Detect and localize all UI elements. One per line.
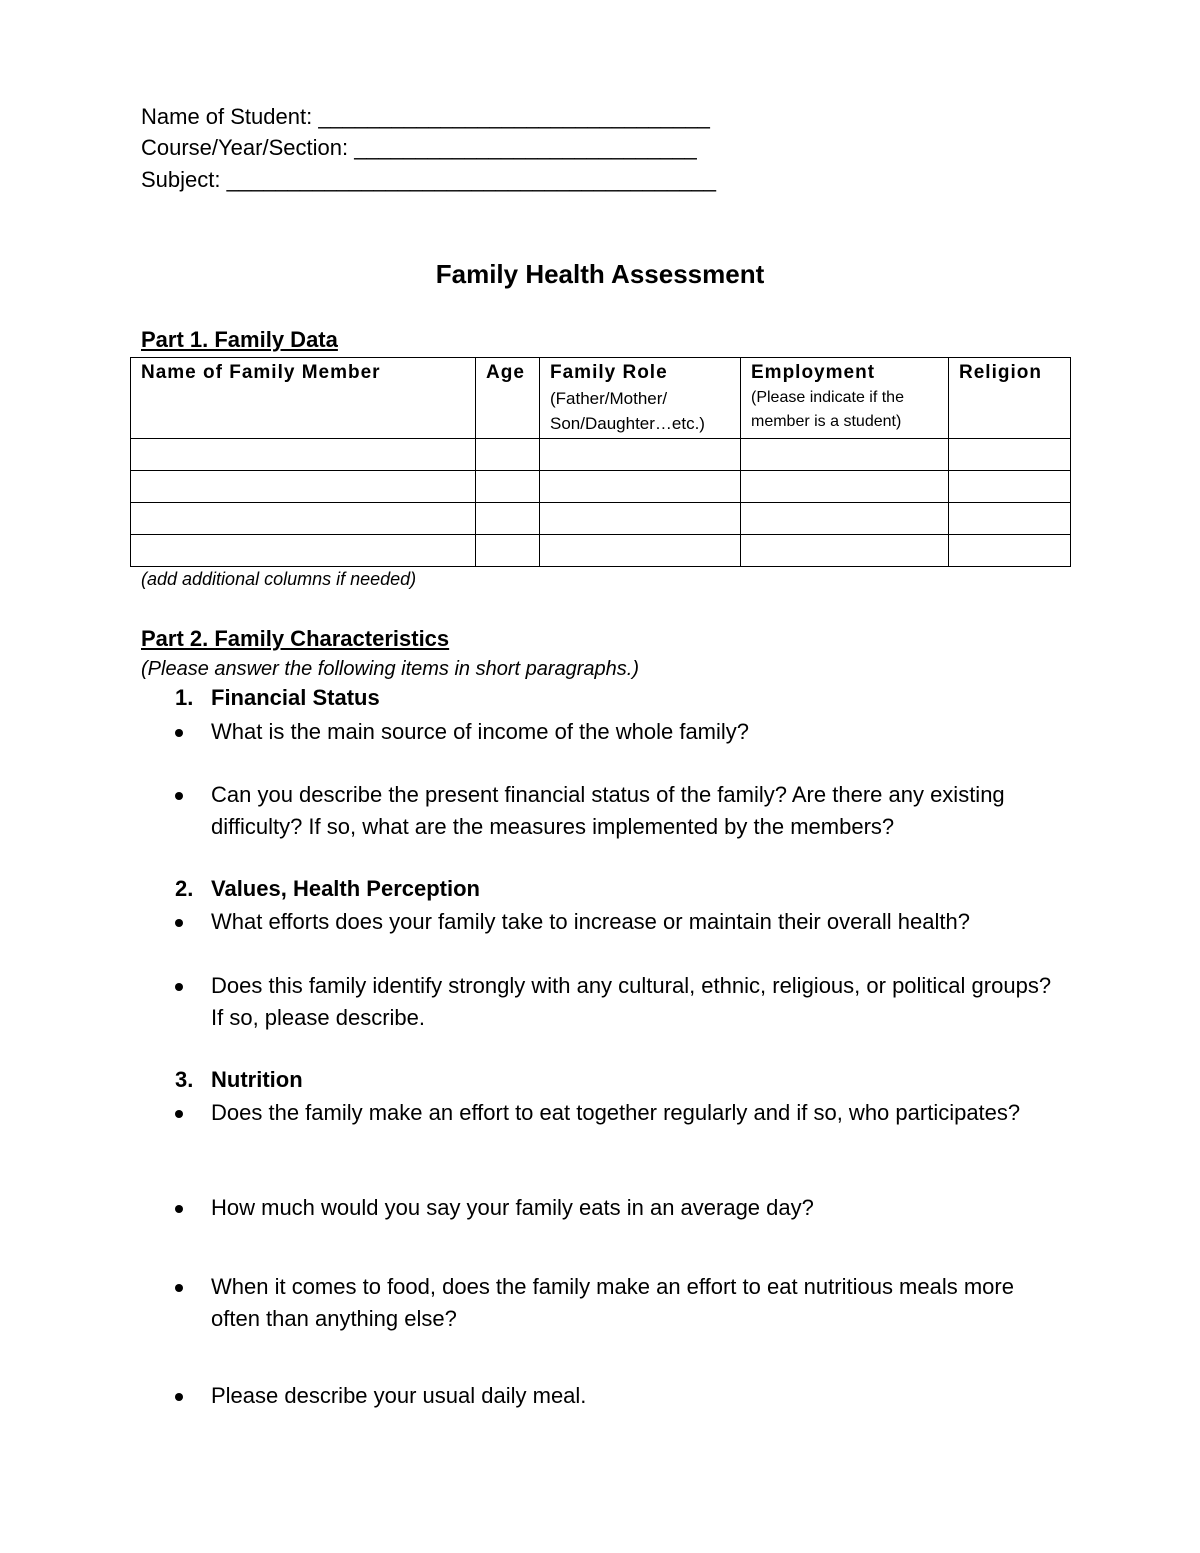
family-data-table <box>130 357 1071 567</box>
column-header-religion: Religion <box>949 358 1071 439</box>
table-cell[interactable] <box>540 503 741 535</box>
course-year-section-line: Course/Year/Section: ____________________________ <box>141 135 697 160</box>
table-cell[interactable] <box>949 535 1071 567</box>
table-cell[interactable] <box>131 535 476 567</box>
student-name-line: Name of Student: ________________________________ <box>141 104 710 129</box>
table-cell[interactable] <box>949 439 1071 471</box>
table-row <box>131 439 1071 471</box>
list-item: Does the family make an effort to eat together regularly and if so, who participates? <box>175 1097 1055 1129</box>
table-cell[interactable] <box>131 439 476 471</box>
table-cell[interactable] <box>540 471 741 503</box>
table-cell[interactable] <box>476 439 540 471</box>
bullet-icon <box>175 1284 183 1292</box>
part1-heading: Part 1. Family Data <box>141 327 338 352</box>
column-header-employment: Employment (Please indicate if the member is a student) <box>741 358 949 439</box>
table-cell[interactable] <box>476 535 540 567</box>
table-cell[interactable] <box>949 471 1071 503</box>
document-title: Family Health Assessment <box>435 259 765 289</box>
list-item: What is the main source of income of the whole family? <box>175 716 1055 748</box>
table-header-row <box>131 358 1071 439</box>
column-header-age: Age <box>476 358 540 439</box>
bullet-icon <box>175 792 183 800</box>
bullet-icon <box>175 1110 183 1118</box>
table-cell[interactable] <box>540 535 741 567</box>
list-item: What efforts does your family take to increase or maintain their overall health? <box>175 906 1055 938</box>
list-item: Does this family identify strongly with any cultural, ethnic, religious, or political groups? If so, please describe. <box>175 970 1055 1034</box>
column-header-name: Name of Family Member <box>131 358 476 439</box>
table-cell[interactable] <box>476 471 540 503</box>
table-cell[interactable] <box>131 471 476 503</box>
table-cell[interactable] <box>476 503 540 535</box>
part2-instruction: (Please answer the following items in short paragraphs.) <box>141 658 640 680</box>
list-item: How much would you say your family eats in an average day? <box>175 1192 1055 1224</box>
list-item: Please describe your usual daily meal. <box>175 1380 1055 1412</box>
list-item: When it comes to food, does the family make an effort to eat nutritious meals more often than anything else? <box>175 1271 1055 1335</box>
bullet-icon <box>175 729 183 737</box>
table-row <box>131 471 1071 503</box>
table-row <box>131 535 1071 567</box>
part2-heading: Part 2. Family Characteristics <box>141 626 450 651</box>
table-cell[interactable] <box>741 503 949 535</box>
section-heading-financial-status: 1. Financial Status <box>175 685 380 710</box>
list-item: Can you describe the present financial status of the family? Are there any existing difficulty? If so, what are the measures implemented by the members? <box>175 779 1055 843</box>
table-row <box>131 503 1071 535</box>
subject-line: Subject: ________________________________________ <box>141 167 717 192</box>
bullet-icon <box>175 1393 183 1401</box>
table-cell[interactable] <box>949 503 1071 535</box>
table-cell[interactable] <box>131 503 476 535</box>
table-cell[interactable] <box>741 535 949 567</box>
section-heading-values-health-perception: 2. Values, Health Perception <box>175 876 480 901</box>
bullet-icon <box>175 919 183 927</box>
section-heading-nutrition: 3. Nutrition <box>175 1067 303 1092</box>
table-cell[interactable] <box>741 439 949 471</box>
table-cell[interactable] <box>741 471 949 503</box>
table-note: (add additional columns if needed) <box>141 569 417 589</box>
bullet-icon <box>175 983 183 991</box>
column-header-family-role: Family Role (Father/Mother/ Son/Daughter…etc.) <box>540 358 741 439</box>
bullet-icon <box>175 1205 183 1213</box>
table-cell[interactable] <box>540 439 741 471</box>
